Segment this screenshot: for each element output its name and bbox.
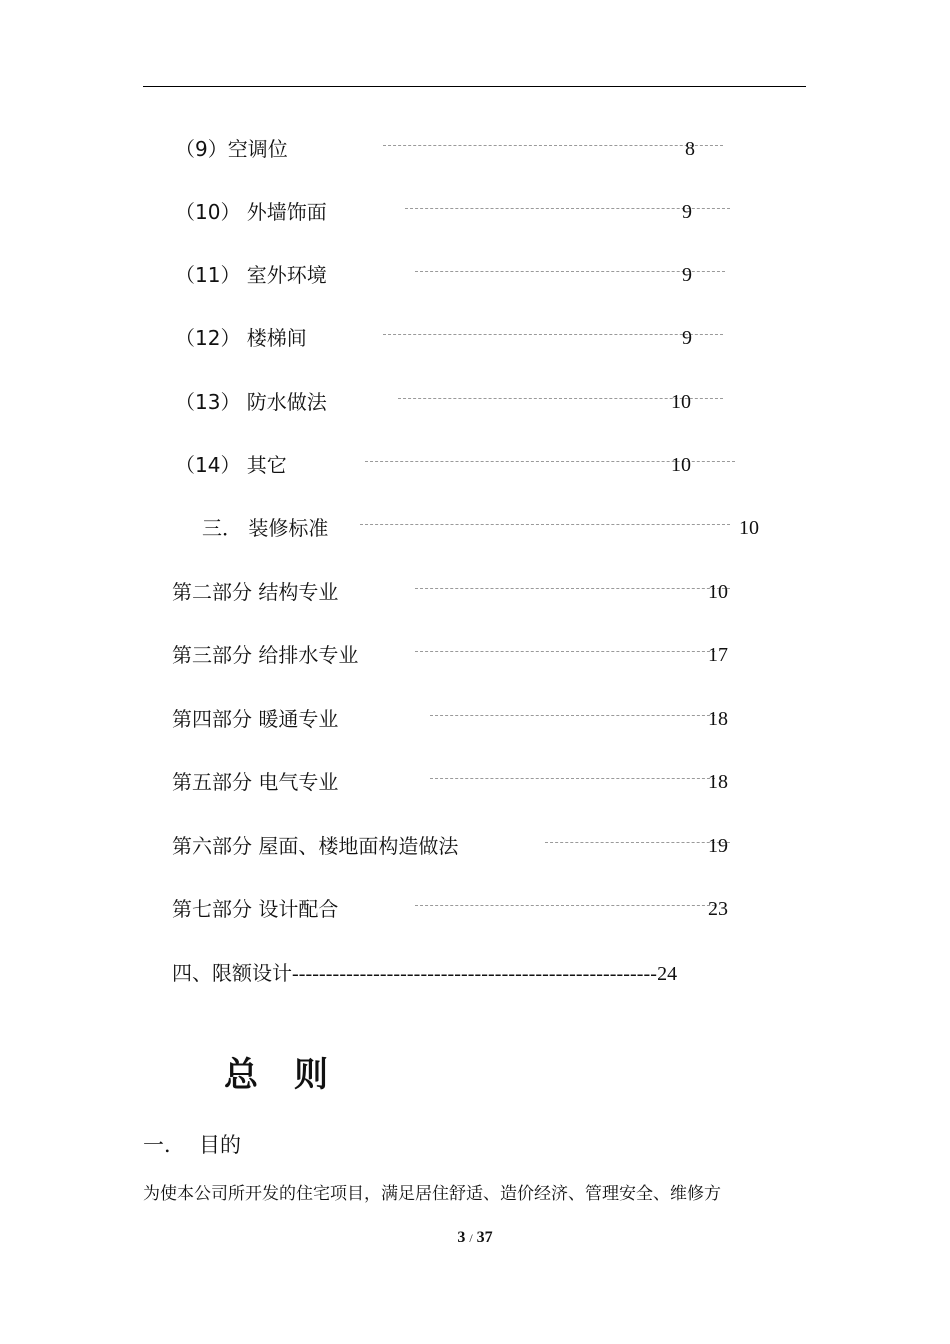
toc-page-number: 10 [671, 391, 691, 413]
toc-leader [360, 524, 730, 525]
toc-page-number: 10 [708, 581, 728, 603]
toc-page-number: 8 [685, 138, 695, 160]
toc-page-number: 18 [708, 708, 728, 730]
current-page: 3 [457, 1229, 466, 1246]
toc-page-number: 23 [708, 898, 728, 920]
toc-page-number: 9 [682, 264, 692, 286]
toc-entry-label: 四、限额设计 [172, 961, 292, 985]
toc-entry[interactable] [0, 704, 950, 734]
toc-leader [415, 651, 715, 652]
toc-leader [545, 842, 730, 843]
section-title: 目的 [199, 1133, 241, 1157]
total-pages: 37 [476, 1229, 493, 1246]
toc-page-number: 10 [671, 454, 691, 476]
toc-entry[interactable] [0, 640, 950, 670]
toc-leader [430, 715, 715, 716]
toc-entry[interactable] [0, 197, 950, 227]
toc-entry[interactable] [0, 450, 950, 480]
toc-entry-label: 第三部分 给排水专业 [172, 643, 359, 667]
chapter-title: 总则 [224, 1055, 364, 1095]
toc-entry-label: （14） 其它 [175, 453, 287, 477]
toc-entry-label: （13） 防水做法 [175, 390, 327, 414]
toc-page-number: 9 [682, 201, 692, 223]
toc-entry[interactable] [0, 831, 950, 861]
toc-entry[interactable] [0, 323, 950, 353]
toc-page-number: 10 [739, 517, 759, 539]
toc-leader [415, 588, 730, 589]
toc-leader [383, 145, 723, 146]
section-number: 一． [143, 1133, 185, 1157]
toc-entry[interactable] [0, 387, 950, 417]
toc-entry-label: 第七部分 设计配合 [172, 897, 339, 921]
toc-entry-label: 三． 装修标准 [202, 516, 329, 540]
toc-entry[interactable] [0, 894, 950, 924]
toc-entry-label: （12） 楼梯间 [175, 326, 307, 350]
toc-leader [430, 778, 715, 779]
toc-entry-label: （9）空调位 [175, 137, 288, 161]
toc-entry-label: （11） 室外环境 [175, 263, 327, 287]
toc-leader-dashes: ------------------------------------------------------ [292, 963, 658, 985]
toc-entry[interactable] [0, 767, 950, 797]
toc-page-number: 9 [682, 327, 692, 349]
page-footer [0, 1226, 950, 1250]
toc-leader [415, 905, 715, 906]
toc-entry[interactable] [0, 260, 950, 290]
toc-page-number: 19 [708, 835, 728, 857]
toc-page-number: 17 [708, 644, 728, 666]
toc-entry-label: 第四部分 暖通专业 [172, 707, 339, 731]
toc-entry[interactable] [0, 577, 950, 607]
toc-entry[interactable] [0, 134, 950, 164]
toc-page-number: 18 [708, 771, 728, 793]
toc-leader [415, 271, 725, 272]
toc-entry-label: 第二部分 结构专业 [172, 580, 339, 604]
page-separator: / [469, 1231, 473, 1245]
toc-entry[interactable] [0, 513, 950, 543]
section-heading [143, 1130, 241, 1160]
toc-entry-label: 第五部分 电气专业 [172, 770, 339, 794]
toc-entry-limited-design[interactable] [172, 958, 677, 989]
toc-entry-label: 第六部分 屋面、楼地面构造做法 [172, 834, 459, 858]
body-paragraph: 为使本公司所开发的住宅项目，满足居住舒适、造价经济、管理安全、维修方 [143, 1184, 721, 1204]
toc-leader [383, 334, 723, 335]
toc-page-number: 24 [657, 963, 678, 985]
toc-entry-label: （10） 外墙饰面 [175, 200, 327, 224]
header-rule [143, 86, 806, 87]
